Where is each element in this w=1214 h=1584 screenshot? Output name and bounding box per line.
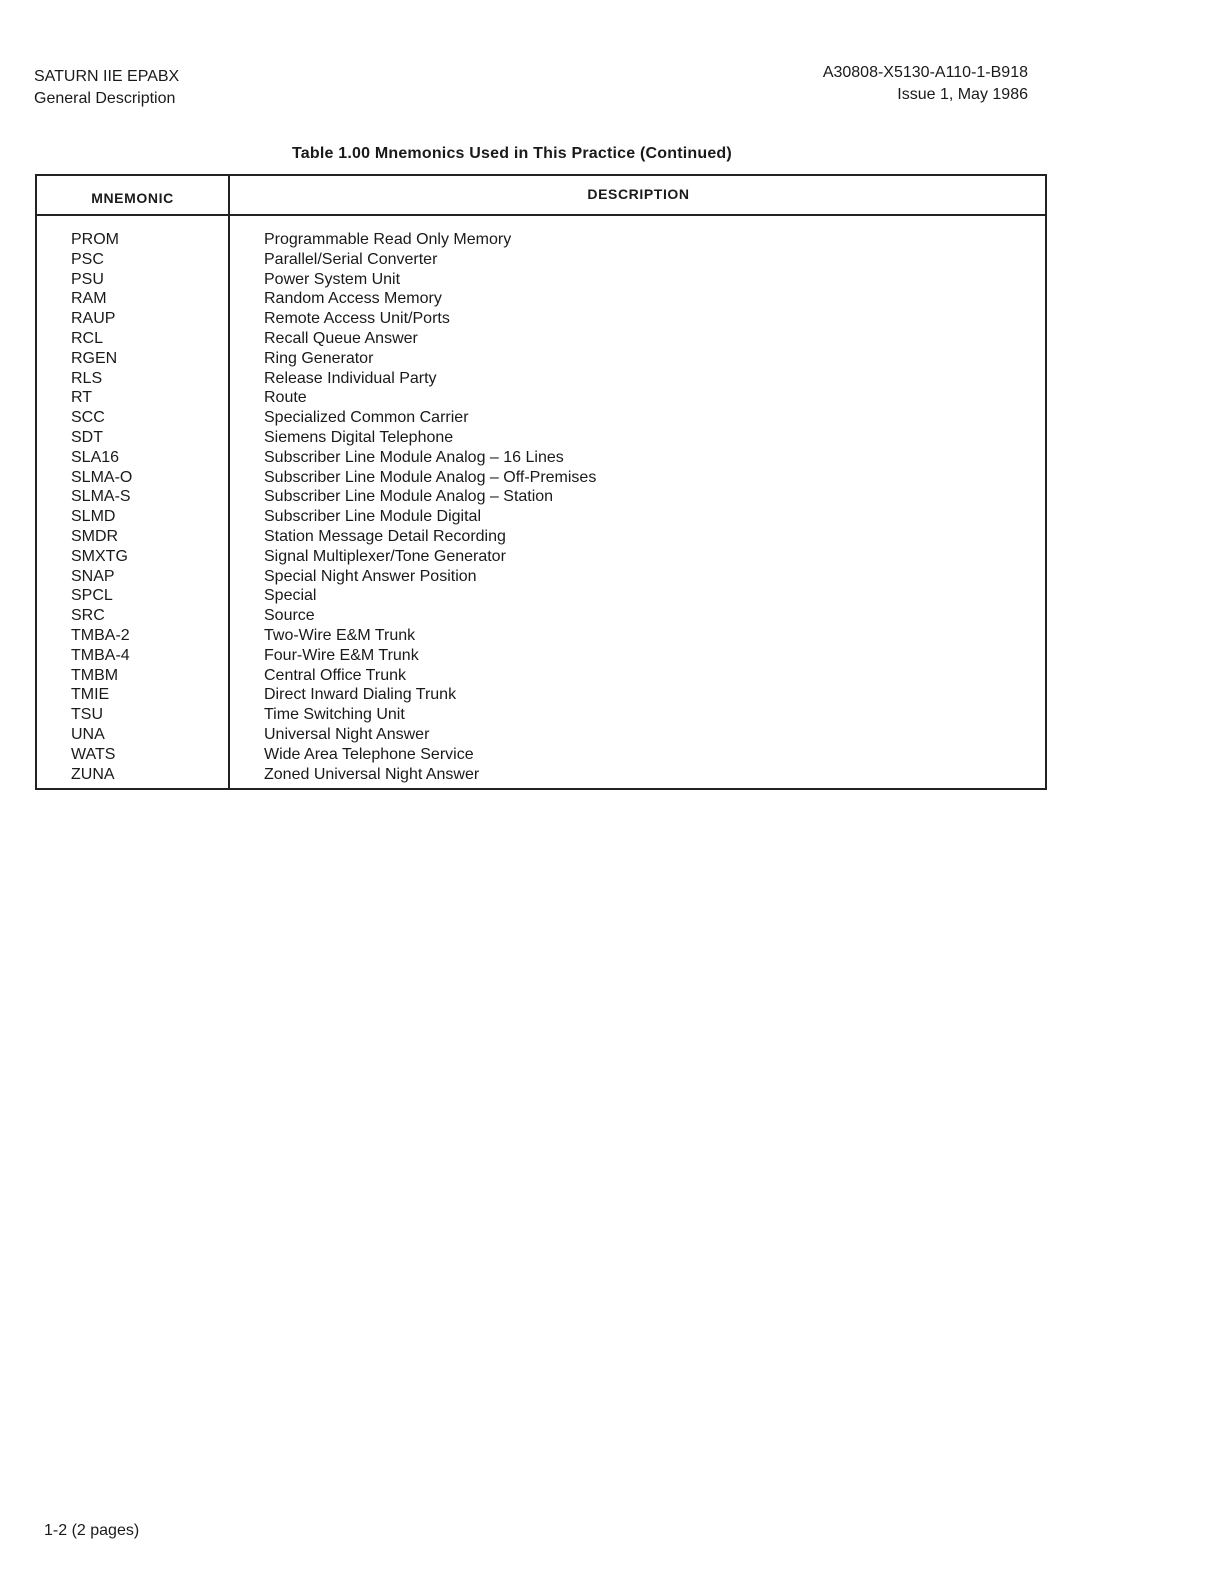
mnemonic-cell: SCC [71, 409, 105, 427]
mnemonic-cell: RAM [71, 290, 107, 308]
mnemonic-cell: SLMA-O [71, 468, 133, 486]
table-row [37, 270, 1045, 290]
mnemonic-cell: RAUP [71, 310, 116, 328]
column-header-description: DESCRIPTION [587, 186, 690, 202]
table-row [37, 349, 1045, 369]
description-cell: Special Night Answer Position [264, 567, 477, 585]
table-row [37, 329, 1045, 349]
mnemonic-cell: SMXTG [71, 547, 128, 565]
document-header-right [823, 62, 1028, 106]
table-row [37, 369, 1045, 389]
mnemonic-cell: RT [71, 389, 93, 407]
table-row [37, 646, 1045, 666]
mnemonics-table [35, 174, 1047, 790]
description-cell: Programmable Read Only Memory [264, 231, 512, 248]
table-body [37, 230, 1045, 784]
table-row [37, 487, 1045, 507]
table-row [37, 725, 1045, 745]
mnemonic-cell: ZUNA [71, 765, 115, 783]
mnemonic-cell: TMIE [71, 686, 110, 704]
mnemonic-cell: TMBA-2 [71, 626, 130, 644]
table-row [37, 230, 1045, 250]
description-cell: Four-Wire E&M Trunk [264, 646, 419, 664]
table-row [37, 666, 1045, 686]
description-cell: Route [264, 389, 307, 407]
table-row [37, 250, 1045, 270]
table-row [37, 309, 1045, 329]
description-cell: Two-Wire E&M Trunk [264, 626, 416, 644]
mnemonic-cell: TMBA-4 [71, 646, 130, 664]
description-cell: Ring Generator [264, 349, 374, 367]
description-cell: Subscriber Line Module Digital [264, 508, 481, 526]
description-cell: Central Office Trunk [264, 666, 406, 684]
mnemonic-cell: RCL [71, 329, 104, 347]
mnemonic-cell: PSC [71, 250, 104, 268]
document-header-left [34, 66, 179, 110]
description-cell: Power System Unit [264, 270, 401, 288]
page-number: 1-2 (2 pages) [44, 1522, 140, 1539]
table-row [37, 745, 1045, 765]
description-cell: Station Message Detail Recording [264, 527, 506, 545]
table-row [37, 289, 1045, 309]
table-row [37, 606, 1045, 626]
mnemonic-cell: TSU [71, 706, 103, 724]
description-cell: Recall Queue Answer [264, 329, 418, 347]
document-number: A30808-X5130-A110-1-B918 [822, 64, 1028, 81]
mnemonic-cell: PSU [71, 270, 104, 288]
mnemonic-cell: SLA16 [71, 448, 120, 466]
table-row [37, 705, 1045, 725]
table-row [37, 547, 1045, 567]
table-row [37, 448, 1045, 468]
table-row [37, 567, 1045, 587]
description-cell: Direct Inward Dialing Trunk [264, 686, 457, 704]
description-cell: Release Individual Party [264, 369, 437, 387]
description-cell: Time Switching Unit [264, 706, 405, 724]
document-title: SATURN IIE EPABX [34, 68, 180, 85]
description-cell: Zoned Universal Night Answer [264, 765, 480, 783]
table-row [37, 388, 1045, 408]
header-rule [37, 214, 1045, 216]
table-title: Table 1.00 Mnemonics Used in This Practice (Continued) [292, 145, 732, 162]
description-cell: Parallel/Serial Converter [264, 250, 438, 268]
mnemonic-cell: RGEN [71, 349, 118, 367]
description-cell: Remote Access Unit/Ports [264, 310, 450, 328]
description-cell: Subscriber Line Module Analog – Off-Premises [264, 468, 597, 486]
description-cell: Universal Night Answer [264, 725, 430, 743]
description-cell: Subscriber Line Module Analog – 16 Lines [264, 448, 564, 466]
description-cell: Source [264, 607, 315, 625]
mnemonic-cell: WATS [71, 745, 116, 763]
mnemonic-cell: SRC [71, 607, 105, 625]
mnemonic-cell: SPCL [71, 587, 113, 605]
mnemonic-cell: UNA [71, 725, 105, 743]
description-cell: Specialized Common Carrier [264, 409, 469, 427]
table-row [37, 765, 1045, 785]
table-row [37, 507, 1045, 527]
issue-date: Issue 1, May 1986 [897, 86, 1028, 103]
description-cell: Subscriber Line Module Analog – Station [264, 488, 554, 506]
description-cell: Random Access Memory [264, 290, 442, 308]
mnemonic-cell: SMDR [71, 527, 119, 545]
mnemonic-cell: SLMD [71, 508, 116, 526]
table-row [37, 586, 1045, 606]
table-row [37, 685, 1045, 705]
table-row [37, 408, 1045, 428]
description-cell: Special [264, 587, 317, 605]
description-cell: Signal Multiplexer/Tone Generator [264, 547, 506, 565]
document-subtitle: General Description [34, 90, 176, 107]
table-row [37, 626, 1045, 646]
description-cell: Wide Area Telephone Service [264, 745, 474, 763]
column-header-mnemonic: MNEMONIC [91, 190, 174, 206]
mnemonic-cell: SDT [71, 428, 103, 446]
table-row [37, 468, 1045, 488]
mnemonic-cell: PROM [71, 231, 119, 248]
mnemonic-cell: SLMA-S [71, 488, 131, 506]
table-row [37, 527, 1045, 547]
mnemonic-cell: RLS [71, 369, 103, 387]
table-row [37, 428, 1045, 448]
mnemonic-cell: TMBM [71, 666, 119, 684]
mnemonic-cell: SNAP [71, 567, 115, 585]
description-cell: Siemens Digital Telephone [264, 428, 454, 446]
